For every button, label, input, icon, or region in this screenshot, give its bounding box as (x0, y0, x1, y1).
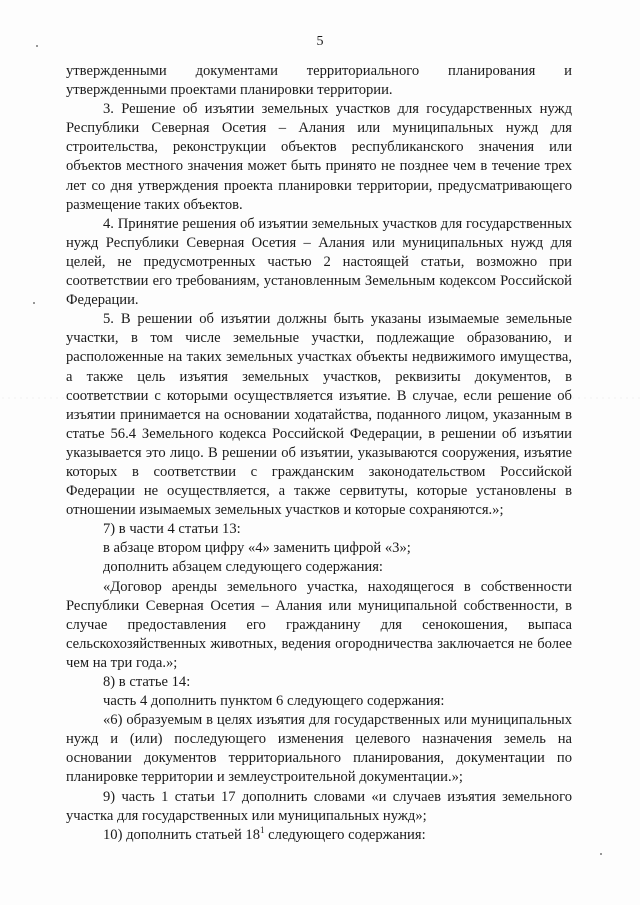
paragraph: часть 4 дополнить пунктом 6 следующего содержания: (103, 693, 445, 710)
paragraph: 7) в части 4 статьи 13: (103, 521, 241, 538)
paragraph: 3. Решение об изъятии земельных участков для государственных нужд Республики Северная Осетия – Алания или муниципальных нужд для строительства, реконструкции объектов республиканского значения или объектов местного значения может быть принято не позднее чем в течение трех лет со дня утверждения проекта планировки территории, предусматривающего размещение таких объектов. (66, 101, 572, 213)
paragraph-text: 10) дополнить статьей 18 (103, 826, 261, 843)
paragraph: утвержденными документами территориального планирования и утвержденными проектами планировки территории. (66, 63, 572, 99)
paragraph-article-18-1 (66, 826, 572, 845)
paragraph: 4. Принятие решения об изъятии земельных участков для государственных нужд Республики Северная Осетия – Алания или муниципальных нужд для целей, не предусмотренных частью 2 настоящей статьи, возможно при соответствии его требованиям, установленным Земельным кодексом Российской Федерации. (66, 215, 572, 309)
paragraph: «Договор аренды земельного участка, находящегося в собственности Республики Северная Осетия – Алания или муниципальной собственности, в случае предоставления его гражданину для сенокошения, выпаса сельскохозяйственных животных, ведения огородничества заключается не более чем на три года.»; (66, 578, 572, 671)
paragraph: «6) образуемым в целях изъятия для государственных или муниципальных нужд и (или) последующего изменения целевого назначения земель на основании документов территориального планирования, документации по планировке территории и землеустроительной документации.»; (66, 712, 572, 786)
superscript: 1 (260, 824, 265, 835)
paragraph: 9) часть 1 статьи 17 дополнить словами «и случаев изъятия земельного участка для государственных или муниципальных нужд»; (66, 788, 572, 824)
paragraph: 8) в статье 14: (103, 674, 191, 690)
paragraph-text: следующего содержания: (264, 826, 426, 843)
paragraph: дополнить абзацем следующего содержания: (103, 559, 383, 576)
scan-speck (600, 853, 602, 855)
scan-speck (33, 302, 35, 304)
paragraph: 5. В решении об изъятии должны быть указаны изымаемые земельные участки, в том числе земельные участки, подлежащие образованию, и расположенные на таких земельных участках объекты недвижимого имущества, а также цель изъятия земельных участков, реквизиты документов, в соответствии с которыми осуществляется изъятие. В случае, если решение об изъятии принимается на основании ходатайства, поданного лицом, указанным в статье 56.4 Земельного кодекса Российской Федерации, в решении об изъятии указывается это лицо. В решении об изъятии, указываются сооружения, изъятие которых в соответствии с гражданским законодательством Российской Федерации не осуществляется, а также сервитуты, которые установлены в отношении изымаемых земельных участков и которые сохраняются.»; (66, 311, 572, 519)
paragraph: в абзаце втором цифру «4» заменить цифрой «3»; (103, 540, 411, 557)
page-number: 5 (316, 34, 324, 49)
document-body (66, 62, 572, 845)
